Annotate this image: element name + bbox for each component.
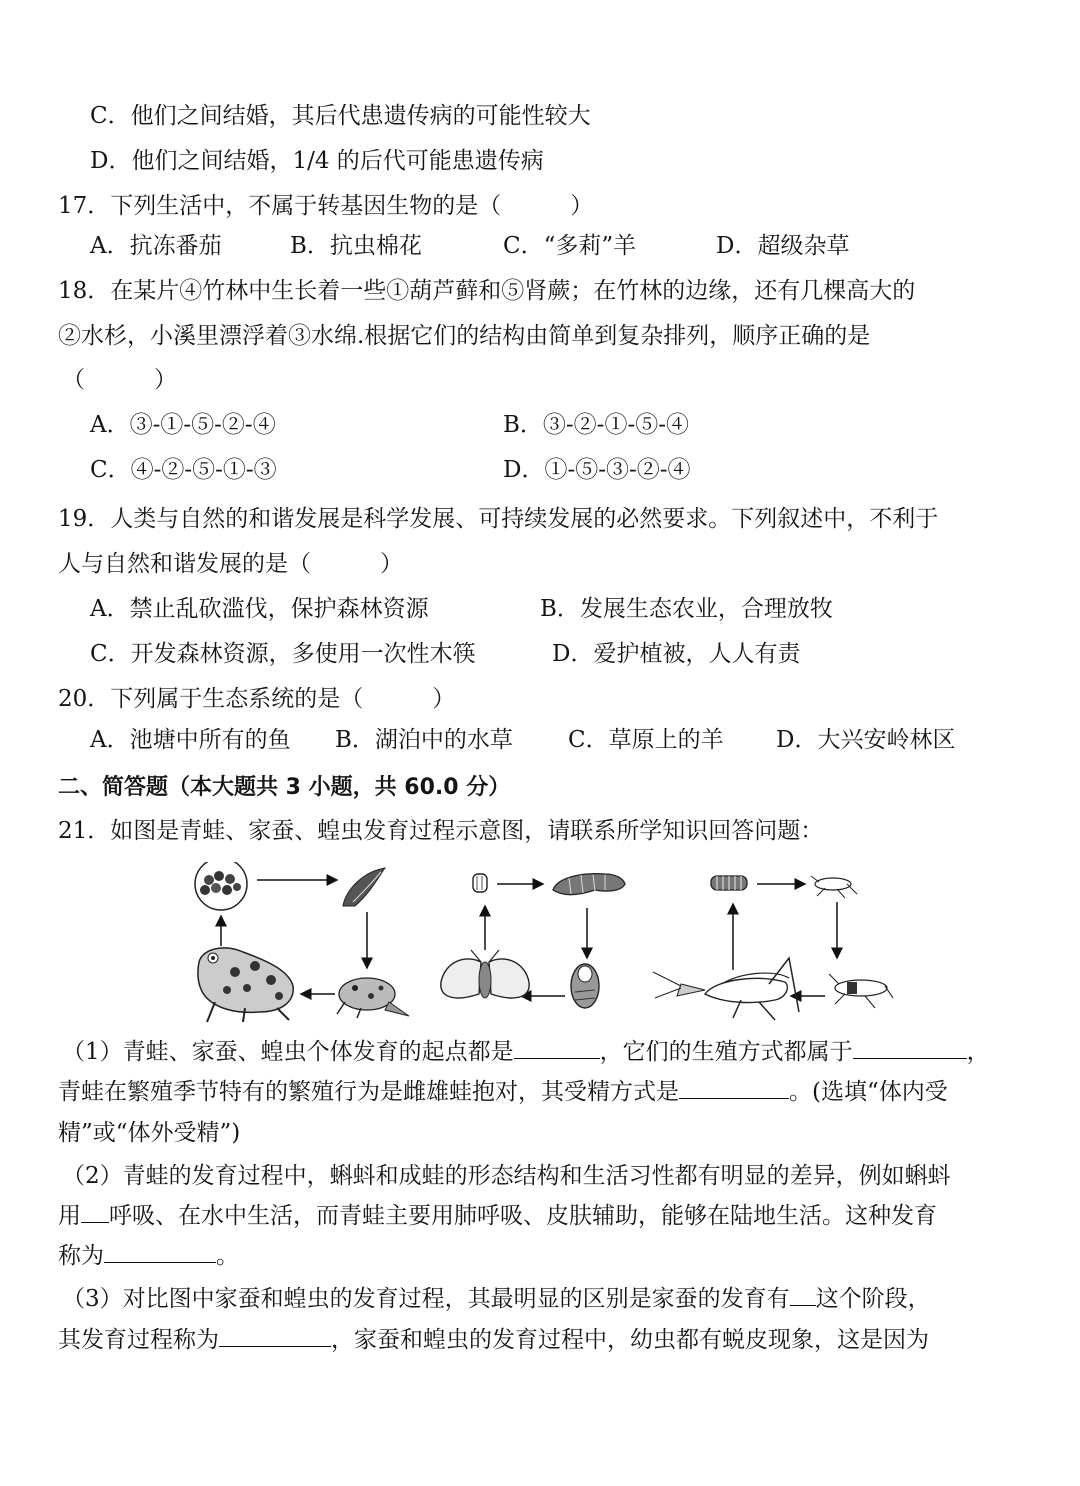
- answer-blank-stage[interactable]: [790, 1283, 816, 1306]
- q21-part1-line-1: [62, 1036, 990, 1068]
- answer-blank-tadpole-organ[interactable]: [81, 1200, 109, 1223]
- answer-blank-fertilized-egg[interactable]: [514, 1036, 600, 1059]
- q21-stem: 21．如图是青蛙、家蚕、蝗虫发育过程示意图，请联系所学知识回答问题：: [58, 818, 824, 844]
- q21-part2-line-1: （2）青蛙的发育过程中，蝌蚪和成蛙的形态结构和生活习性都有明显的差异，例如蝌蚪: [62, 1163, 951, 1189]
- answer-blank-reproduction-type[interactable]: [853, 1036, 967, 1059]
- q19-stem-line-2: 人与自然和谐发展的是（ ）: [58, 551, 403, 577]
- q21-part3-text-b: 这个阶段，: [815, 1286, 931, 1312]
- q20-option-d: D．大兴安岭林区: [776, 727, 956, 753]
- life-cycle-diagram: [185, 862, 905, 1032]
- q21-part3-line-1: [62, 1283, 931, 1315]
- adult-locust-icon: [653, 958, 799, 1020]
- q16-option-c: C．他们之间结婚，其后代患遗传病的可能性较大: [90, 103, 591, 129]
- silkworm-egg-icon: [473, 874, 487, 892]
- silkworm-larva-icon: [553, 874, 625, 895]
- q17-option-a: A．抗冻番茄: [90, 233, 222, 259]
- q21-part3-text-d: ，家蚕和蝗虫的发育过程中，幼虫都有蜕皮现象，这是因为: [331, 1327, 929, 1353]
- answer-blank-development-type[interactable]: [104, 1240, 216, 1263]
- q19-option-b: B．发展生态农业，合理放牧: [540, 596, 833, 622]
- q21-part2-line-2: [58, 1200, 937, 1232]
- q18-stem-line-2: ②水杉，小溪里漂浮着③水绵.根据它们的结构由简单到复杂排列，顺序正确的是: [58, 323, 871, 349]
- q18-stem-line-1: 18．在某片④竹林中生长着一些①葫芦藓和⑤肾蕨；在竹林的边缘，还有几棵高大的: [58, 278, 916, 304]
- q21-part1-text-c: ，: [966, 1039, 990, 1065]
- q18-option-d: D．①-⑤-③-②-④: [503, 457, 691, 483]
- tadpole-icon: [343, 868, 385, 906]
- q21-part2-text-d: 称为: [58, 1243, 104, 1269]
- q21-part1-line-2: [58, 1076, 948, 1108]
- q19-option-a: A．禁止乱砍滥伐，保护森林资源: [90, 596, 429, 622]
- q21-part3-text-a: （3）对比图中家蚕和蝗虫的发育过程，其最明显的区别是家蚕的发育有: [62, 1286, 790, 1312]
- q21-part1-text-a: （1）青蛙、家蚕、蝗虫个体发育的起点都是: [62, 1039, 514, 1065]
- silkworm-pupa-icon: [571, 964, 599, 1008]
- adult-frog-icon: [198, 948, 293, 1022]
- locust-eggs-icon: [711, 876, 747, 890]
- q18-stem-line-3: （ ）: [62, 367, 177, 393]
- q21-part1-text-b: ，它们的生殖方式都属于: [599, 1039, 853, 1065]
- froglet-icon: [337, 978, 409, 1018]
- q16-option-d: D．他们之间结婚，1/4 的后代可能患遗传病: [90, 148, 544, 174]
- section-2-title: 二、简答题（本大题共 3 小题，共 60.0 分）: [58, 775, 511, 800]
- q20-option-b: B．湖泊中的水草: [335, 727, 513, 753]
- q17-option-d: D．超级杂草: [716, 233, 850, 259]
- frog-eggs-icon: [195, 862, 247, 910]
- q21-part2-text-c: 呼吸、在水中生活，而青蛙主要用肺呼吸、皮肤辅助，能够在陆地生活。这种发育: [109, 1203, 937, 1229]
- q21-part2-line-3: [58, 1240, 239, 1272]
- q17-option-b: B．抗虫棉花: [290, 233, 422, 259]
- q21-part3-text-c: 其发育过程称为: [58, 1327, 219, 1353]
- q21-part1-text-e: 。(选填“体内受: [789, 1079, 948, 1105]
- young-nymph-icon: [811, 876, 857, 898]
- silk-moth-icon: [441, 950, 529, 998]
- q18-option-a: A．③-①-⑤-②-④: [90, 412, 276, 438]
- q17-stem: 17．下列生活中，不属于转基因生物的是（ ）: [58, 193, 594, 219]
- q18-option-c: C．④-②-⑤-①-③: [90, 457, 277, 483]
- q21-part1-text-d: 青蛙在繁殖季节特有的繁殖行为是雌雄蛙抱对，其受精方式是: [58, 1079, 679, 1105]
- q21-part1-line-3: 精”或“体外受精”): [58, 1120, 241, 1146]
- q21-part2-text-b: 用: [58, 1203, 81, 1229]
- q20-stem: 20．下列属于生态系统的是（ ）: [58, 686, 456, 712]
- q20-option-c: C．草原上的羊: [568, 727, 724, 753]
- older-nymph-icon: [829, 974, 893, 1008]
- answer-blank-fertilization[interactable]: [679, 1076, 789, 1099]
- q17-option-c: C．“多莉”羊: [503, 233, 637, 259]
- q19-stem-line-1: 19．人类与自然的和谐发展是科学发展、可持续发展的必然要求。下列叙述中，不利于: [58, 506, 939, 532]
- q18-option-b: B．③-②-①-⑤-④: [503, 412, 689, 438]
- q19-option-d: D．爱护植被，人人有责: [552, 641, 801, 667]
- answer-blank-metamorphosis-type[interactable]: [219, 1324, 331, 1347]
- q20-option-a: A．池塘中所有的鱼: [90, 727, 291, 753]
- q19-option-c: C．开发森林资源，多使用一次性木筷: [90, 641, 476, 667]
- q21-part3-line-2: [58, 1324, 929, 1356]
- q21-part2-text-e: 。: [216, 1243, 239, 1269]
